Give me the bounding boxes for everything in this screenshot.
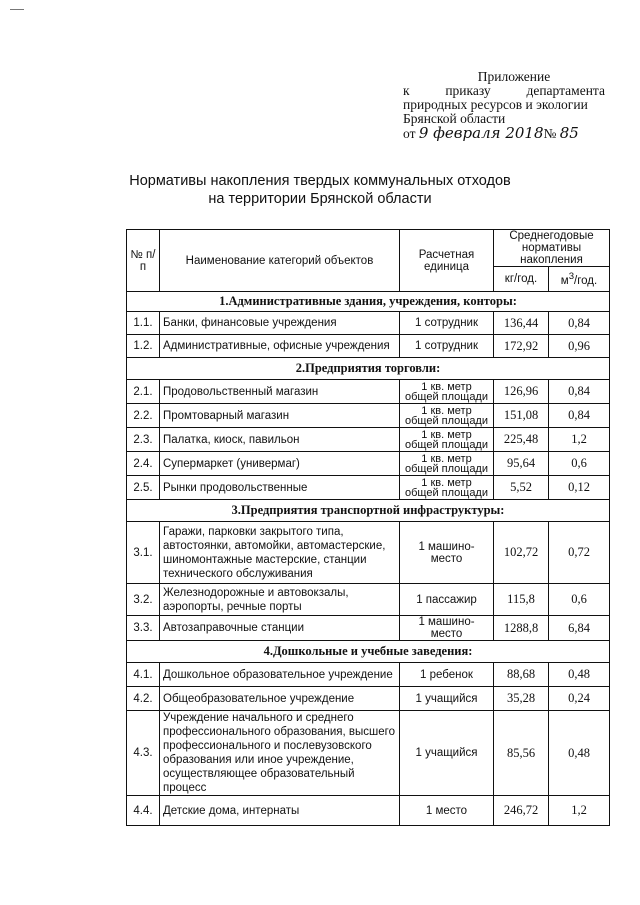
row-kg: 102,72 [494, 522, 549, 584]
row-m3: 6,84 [549, 616, 610, 641]
row-name: Автозаправочные станции [160, 616, 400, 641]
row-num: 3.3. [127, 616, 160, 641]
row-unit: 1 сотрудник [400, 312, 494, 335]
table-row [127, 404, 610, 428]
top-left-dash [10, 9, 24, 10]
row-kg: 95,64 [494, 452, 549, 476]
table-header [127, 230, 610, 292]
table-row [127, 476, 610, 500]
row-m3: 0,84 [549, 312, 610, 335]
row-kg: 126,96 [494, 380, 549, 404]
table-row [127, 312, 610, 335]
row-kg: 35,28 [494, 687, 549, 711]
row-kg: 136,44 [494, 312, 549, 335]
header-num: № п/п [127, 230, 160, 292]
table-row [127, 616, 610, 641]
row-name: Детские дома, интернаты [160, 796, 400, 826]
row-name: Супермаркет (универмаг) [160, 452, 400, 476]
row-num: 4.2. [127, 687, 160, 711]
table-row [127, 380, 610, 404]
row-num: 2.2. [127, 404, 160, 428]
row-unit: 1 машино-место [400, 522, 494, 584]
norms-table [126, 229, 610, 826]
appendix-word: к [403, 83, 410, 98]
table-row [127, 796, 610, 826]
row-unit: 1 пассажир [400, 584, 494, 616]
row-unit: 1 кв. метр общей площади [400, 428, 494, 452]
row-kg: 115,8 [494, 584, 549, 616]
appendix-date-line [403, 126, 605, 141]
row-name: Промтоварный магазин [160, 404, 400, 428]
row-m3: 0,48 [549, 711, 610, 796]
table-row [127, 452, 610, 476]
row-m3: 0,6 [549, 452, 610, 476]
row-num: 2.1. [127, 380, 160, 404]
table-row [127, 711, 610, 796]
header-name: Наименование категорий объектов [160, 230, 400, 292]
row-num: 2.3. [127, 428, 160, 452]
row-unit: 1 ребенок [400, 663, 494, 687]
row-unit: 1 место [400, 796, 494, 826]
header-m3-base: м [560, 274, 569, 287]
row-m3: 0,84 [549, 404, 610, 428]
row-m3: 1,2 [549, 796, 610, 826]
document-title-line2: на территории Брянской области [208, 191, 432, 207]
number-sign: № [543, 126, 557, 141]
header-m3-sup: 3 [568, 271, 575, 283]
appendix-word: департамента [526, 83, 605, 98]
row-name: Учреждение начального и среднего профессионального образования, высшего профессионального и послевузовского образования или иное учреждение, осуществляющее образовательный процесс [160, 711, 400, 796]
row-kg: 5,52 [494, 476, 549, 500]
row-unit: 1 кв. метр общей площади [400, 404, 494, 428]
row-m3: 0,24 [549, 687, 610, 711]
row-name: Банки, финансовые учреждения [160, 312, 400, 335]
row-unit: 1 учащийся [400, 711, 494, 796]
row-name: Палатка, киоск, павильон [160, 428, 400, 452]
row-m3: 0,84 [549, 380, 610, 404]
appendix-line2: природных ресурсов и экологии [403, 97, 588, 112]
header-m3-tail: /год. [574, 274, 598, 287]
header-unit: Расчетная единица [400, 230, 494, 292]
section-title: 1.Административные здания, учреждения, конторы: [127, 292, 610, 312]
row-num: 1.2. [127, 335, 160, 358]
row-m3: 1,2 [549, 428, 610, 452]
section-title: 2.Предприятия торговли: [127, 358, 610, 380]
row-num: 3.1. [127, 522, 160, 584]
table-row [127, 663, 610, 687]
row-m3: 0,72 [549, 522, 610, 584]
row-m3: 0,6 [549, 584, 610, 616]
date-prefix: от [403, 126, 416, 141]
row-kg: 225,48 [494, 428, 549, 452]
section-title: 3.Предприятия транспортной инфраструктуры: [127, 500, 610, 522]
row-num: 2.4. [127, 452, 160, 476]
row-unit: 1 учащийся [400, 687, 494, 711]
header-kg: кг/год. [494, 267, 549, 292]
row-m3: 0,12 [549, 476, 610, 500]
table-row [127, 687, 610, 711]
row-unit: 1 кв. метр общей площади [400, 452, 494, 476]
handwritten-number: 85 [559, 124, 579, 142]
row-name: Административные, офисные учреждения [160, 335, 400, 358]
section-title: 4.Дошкольные и учебные заведения: [127, 641, 610, 663]
row-m3: 0,48 [549, 663, 610, 687]
document-title-line1: Нормативы накопления твердых коммунальных отходов [129, 173, 511, 189]
row-unit: 1 кв. метр общей площади [400, 476, 494, 500]
appendix-line1 [403, 84, 605, 98]
header-norms: Среднегодовые нормативы накопления [494, 230, 610, 267]
table-row [127, 522, 610, 584]
row-name: Продовольственный магазин [160, 380, 400, 404]
appendix-line3: Брянской области [403, 111, 506, 126]
row-num: 1.1. [127, 312, 160, 335]
row-unit: 1 сотрудник [400, 335, 494, 358]
table-body [127, 292, 610, 826]
row-num: 4.3. [127, 711, 160, 796]
row-kg: 88,68 [494, 663, 549, 687]
table-row [127, 428, 610, 452]
table-row [127, 584, 610, 616]
row-unit: 1 кв. метр общей площади [400, 380, 494, 404]
row-name: Железнодорожные и автовокзалы, аэропорты, речные порты [160, 584, 400, 616]
row-name: Дошкольное образовательное учреждение [160, 663, 400, 687]
row-num: 4.1. [127, 663, 160, 687]
appendix-title: Приложение [477, 69, 551, 84]
row-num: 4.4. [127, 796, 160, 826]
handwritten-date: 9 февраля 2018 [418, 124, 544, 142]
row-m3: 0,96 [549, 335, 610, 358]
row-kg: 85,56 [494, 711, 549, 796]
table-row [127, 335, 610, 358]
row-name: Общеобразовательное учреждение [160, 687, 400, 711]
row-kg: 151,08 [494, 404, 549, 428]
row-name: Гаражи, парковки закрытого типа, автостоянки, автомойки, автомастерские, шиномонтажные мастерские, станции технического обслуживания [160, 522, 400, 584]
row-num: 3.2. [127, 584, 160, 616]
row-kg: 172,92 [494, 335, 549, 358]
header-m3 [549, 267, 610, 292]
row-name: Рынки продовольственные [160, 476, 400, 500]
appendix-word: приказу [445, 83, 491, 98]
row-kg: 1288,8 [494, 616, 549, 641]
row-kg: 246,72 [494, 796, 549, 826]
appendix-block [403, 70, 605, 141]
row-unit: 1 машино-место [400, 616, 494, 641]
row-num: 2.5. [127, 476, 160, 500]
